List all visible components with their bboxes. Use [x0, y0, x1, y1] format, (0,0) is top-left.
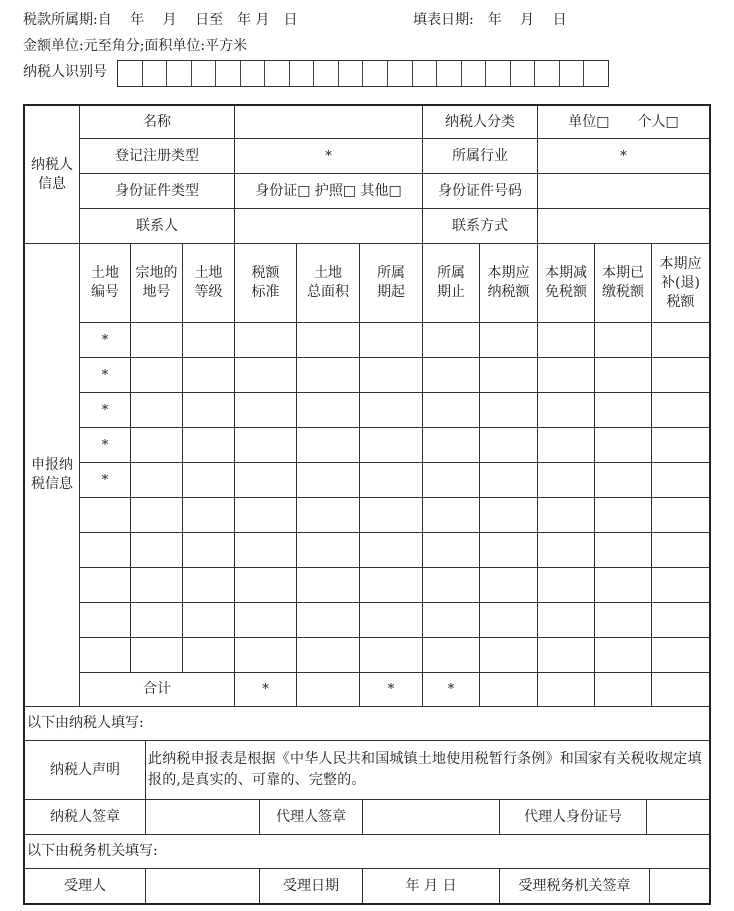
data-cell[interactable]: [235, 323, 297, 358]
column-header-text: 所属 期止: [437, 265, 465, 300]
data-cell[interactable]: [423, 323, 480, 358]
column-header: [80, 244, 131, 323]
column-header: [297, 244, 360, 323]
data-cell[interactable]: [652, 603, 709, 638]
total-cell-text: *: [447, 682, 455, 697]
data-cell[interactable]: [297, 638, 360, 673]
industry-field-text: *: [620, 148, 627, 164]
column-header-text: 土地 编号: [91, 265, 119, 300]
data-cell[interactable]: [423, 603, 480, 638]
data-cell[interactable]: [360, 428, 423, 463]
agent-signature-label: [260, 800, 363, 835]
data-cell[interactable]: [235, 393, 297, 428]
office-seal-label-text: 受理税务机关签章: [518, 877, 631, 894]
data-cell[interactable]: [131, 393, 183, 428]
data-cell[interactable]: [423, 463, 480, 498]
data-cell[interactable]: [595, 533, 652, 568]
taxpayer-id-digit-box[interactable]: [118, 61, 143, 86]
fill-date-line: 填表日期: 年 月 日: [413, 12, 567, 28]
total-cell[interactable]: [595, 673, 652, 707]
contact-method-field[interactable]: [538, 209, 709, 244]
data-cell[interactable]: [80, 568, 131, 603]
total-label-text: 合计: [143, 681, 171, 697]
taxpayer-category-options-text: 单位□ 个人□: [568, 113, 679, 130]
data-cell[interactable]: [235, 463, 297, 498]
taxpayer-id-digit-box[interactable]: [290, 61, 315, 86]
data-cell[interactable]: [538, 568, 595, 603]
tax-office-fill-title-text: 以下由税务机关填写:: [27, 843, 158, 859]
id-number-field[interactable]: [538, 174, 709, 209]
data-cell[interactable]: [235, 638, 297, 673]
taxpayer-id-digit-box[interactable]: [437, 61, 462, 86]
data-cell[interactable]: [652, 323, 709, 358]
taxpayer-fill-title: [25, 707, 709, 741]
industry-label: [423, 139, 538, 174]
taxpayer-id-digit-box[interactable]: [535, 61, 560, 86]
data-cell-text: *: [101, 472, 109, 488]
data-cell[interactable]: [480, 638, 538, 673]
column-header: [423, 244, 480, 323]
data-cell[interactable]: [80, 428, 131, 463]
registration-type-label: [80, 139, 235, 174]
data-cell[interactable]: [538, 323, 595, 358]
data-cell[interactable]: [183, 498, 235, 533]
taxpayer-id-digit-box[interactable]: [192, 61, 217, 86]
data-cell[interactable]: [80, 358, 131, 393]
total-cell[interactable]: [297, 673, 360, 707]
data-cell[interactable]: [423, 568, 480, 603]
receiver-field[interactable]: [146, 869, 260, 903]
data-cell-text: *: [101, 402, 109, 418]
tax-period-line: 税款所属期:自 年 月 日至 年 月 日: [23, 12, 298, 28]
industry-label-text: 所属行业: [452, 147, 508, 164]
column-header-text: 土地 等级: [194, 265, 223, 300]
data-cell[interactable]: [131, 533, 183, 568]
data-cell[interactable]: [183, 428, 235, 463]
id-number-label-text: 身份证件号码: [438, 182, 522, 199]
name-label-text: 名称: [143, 113, 171, 130]
taxpayer-id-digit-box[interactable]: [241, 61, 266, 86]
taxpayer-id-digit-box[interactable]: [143, 61, 168, 86]
data-cell[interactable]: [595, 428, 652, 463]
receiver-label: [25, 869, 146, 903]
data-cell[interactable]: [131, 323, 183, 358]
data-cell[interactable]: [538, 428, 595, 463]
column-header: [652, 244, 709, 323]
receive-date-field-text: 年 月 日: [405, 877, 457, 894]
data-cell[interactable]: [423, 638, 480, 673]
data-cell[interactable]: [183, 533, 235, 568]
data-cell[interactable]: [297, 603, 360, 638]
column-header: [235, 244, 297, 323]
data-cell-text: *: [101, 367, 109, 383]
data-cell[interactable]: [80, 498, 131, 533]
column-header-text: 所属 期起: [377, 265, 405, 300]
data-cell[interactable]: [235, 603, 297, 638]
agent-id-label-text: 代理人身份证号: [524, 808, 622, 825]
data-cell[interactable]: [80, 323, 131, 358]
name-field[interactable]: [235, 106, 423, 139]
taxpayer-info-section-label: [25, 106, 80, 244]
data-cell[interactable]: [297, 498, 360, 533]
taxpayer-category-label: [423, 106, 538, 139]
declaration-section-label: [25, 244, 80, 707]
taxpayer-id-digit-box[interactable]: [388, 61, 413, 86]
data-cell[interactable]: [538, 498, 595, 533]
total-cell[interactable]: [360, 673, 423, 707]
taxpayer-fill-title-text: 以下由纳税人填写:: [27, 715, 144, 731]
total-cell[interactable]: [423, 673, 480, 707]
receive-date-field[interactable]: [363, 869, 500, 903]
data-cell[interactable]: [131, 463, 183, 498]
id-type-options[interactable]: [235, 174, 423, 209]
taxpayer-id-digit-box[interactable]: [486, 61, 511, 86]
taxpayer-id-digit-box[interactable]: [511, 61, 536, 86]
column-header: [595, 244, 652, 323]
taxpayer-id-digit-box[interactable]: [413, 61, 438, 86]
taxpayer-category-label-text: 纳税人分类: [445, 113, 515, 130]
data-cell[interactable]: [423, 533, 480, 568]
data-cell[interactable]: [183, 323, 235, 358]
taxpayer-id-digit-box[interactable]: [584, 61, 608, 86]
total-label: [80, 673, 235, 707]
data-cell[interactable]: [80, 533, 131, 568]
data-cell[interactable]: [235, 533, 297, 568]
data-cell[interactable]: [360, 568, 423, 603]
data-cell[interactable]: [360, 498, 423, 533]
data-cell[interactable]: [480, 568, 538, 603]
column-header: [480, 244, 538, 323]
taxpayer-id-label: 纳税人识别号: [23, 64, 107, 80]
data-cell[interactable]: [360, 533, 423, 568]
column-header-text: 宗地的 地号: [135, 265, 178, 300]
data-cell[interactable]: [297, 393, 360, 428]
data-cell[interactable]: [652, 463, 709, 498]
data-cell[interactable]: [652, 533, 709, 568]
data-cell[interactable]: [652, 393, 709, 428]
data-cell[interactable]: [480, 603, 538, 638]
data-cell[interactable]: [235, 498, 297, 533]
total-cell[interactable]: [538, 673, 595, 707]
data-cell[interactable]: [595, 323, 652, 358]
statement-text-text: 此纳税申报表是根据《中华人民共和国城镇土地使用税暂行条例》和国家有关税收规定填报的,是真实的、可靠的、完整的。: [148, 751, 702, 788]
data-cell[interactable]: [423, 428, 480, 463]
agent-id-field[interactable]: [647, 800, 709, 835]
registration-type-field-text: *: [325, 148, 332, 164]
data-cell[interactable]: [480, 498, 538, 533]
contact-field[interactable]: [235, 209, 423, 244]
data-cell[interactable]: [183, 603, 235, 638]
data-cell[interactable]: [183, 393, 235, 428]
data-cell[interactable]: [480, 358, 538, 393]
contact-label: [80, 209, 235, 244]
taxpayer-id-digit-box[interactable]: [462, 61, 487, 86]
data-cell[interactable]: [480, 428, 538, 463]
data-cell[interactable]: [131, 358, 183, 393]
declaration-section-label-text: 申报纳 税信息: [31, 457, 73, 492]
registration-type-label-text: 登记注册类型: [115, 147, 199, 164]
taxpayer-id-digit-box[interactable]: [265, 61, 290, 86]
data-cell[interactable]: [423, 498, 480, 533]
data-cell[interactable]: [652, 568, 709, 603]
receiver-label-text: 受理人: [64, 877, 106, 894]
data-cell[interactable]: [480, 533, 538, 568]
office-seal-field[interactable]: [650, 869, 709, 903]
agent-signature-field[interactable]: [363, 800, 500, 835]
data-cell[interactable]: [131, 638, 183, 673]
data-cell[interactable]: [297, 568, 360, 603]
data-cell[interactable]: [297, 463, 360, 498]
data-cell[interactable]: [80, 393, 131, 428]
unit-line: 金额单位:元至角分;面积单位:平方米: [23, 38, 248, 54]
taxpayer-category-options[interactable]: [538, 106, 709, 139]
data-cell[interactable]: [80, 463, 131, 498]
registration-type-field[interactable]: [235, 139, 423, 174]
data-cell[interactable]: [80, 638, 131, 673]
data-cell[interactable]: [538, 358, 595, 393]
receive-date-label-text: 受理日期: [283, 877, 339, 894]
taxpayer-id-digit-box[interactable]: [339, 61, 364, 86]
agent-id-label: [500, 800, 647, 835]
id-type-label: [80, 174, 235, 209]
column-header: [538, 244, 595, 323]
data-cell[interactable]: [131, 603, 183, 638]
data-cell[interactable]: [360, 638, 423, 673]
data-cell[interactable]: [360, 323, 423, 358]
data-cell[interactable]: [131, 568, 183, 603]
taxpayer-id-boxes[interactable]: [117, 60, 609, 87]
column-header-text: 土地 总面积: [307, 265, 349, 300]
taxpayer-id-digit-box[interactable]: [216, 61, 241, 86]
column-header: [131, 244, 183, 323]
data-cell[interactable]: [595, 603, 652, 638]
data-cell[interactable]: [538, 638, 595, 673]
tax-office-fill-title: [25, 835, 709, 869]
data-cell[interactable]: [297, 323, 360, 358]
data-cell[interactable]: [595, 393, 652, 428]
taxpayer-id-digit-box[interactable]: [167, 61, 192, 86]
agent-signature-label-text: 代理人签章: [276, 808, 346, 825]
data-cell[interactable]: [538, 533, 595, 568]
total-cell-text: *: [387, 682, 395, 697]
taxpayer-signature-label-text: 纳税人签章: [50, 808, 120, 825]
contact-method-label: [423, 209, 538, 244]
data-cell[interactable]: [297, 533, 360, 568]
receive-date-label: [260, 869, 363, 903]
column-header: [183, 244, 235, 323]
taxpayer-id-digit-box[interactable]: [314, 61, 339, 86]
data-cell[interactable]: [183, 358, 235, 393]
data-cell[interactable]: [360, 603, 423, 638]
industry-field[interactable]: [538, 139, 709, 174]
column-header-text: 本期减 免税额: [545, 265, 587, 300]
data-cell[interactable]: [595, 498, 652, 533]
taxpayer-signature-label: [25, 800, 146, 835]
column-header-text: 税额 标准: [251, 265, 280, 300]
data-cell[interactable]: [480, 463, 538, 498]
data-cell[interactable]: [423, 393, 480, 428]
id-type-label-text: 身份证件类型: [115, 182, 199, 199]
data-cell[interactable]: [297, 358, 360, 393]
data-cell[interactable]: [595, 463, 652, 498]
data-cell[interactable]: [538, 603, 595, 638]
taxpayer-id-digit-box[interactable]: [560, 61, 585, 86]
data-cell[interactable]: [538, 393, 595, 428]
taxpayer-id-digit-box[interactable]: [363, 61, 388, 86]
statement-text: [146, 741, 709, 800]
data-cell[interactable]: [480, 323, 538, 358]
data-cell[interactable]: [538, 463, 595, 498]
id-number-label: [423, 174, 538, 209]
data-cell[interactable]: [652, 498, 709, 533]
total-cell[interactable]: [652, 673, 709, 707]
total-cell[interactable]: [480, 673, 538, 707]
data-cell-text: *: [101, 437, 109, 453]
total-cell-text: *: [262, 682, 269, 697]
taxpayer-info-section-label-text: 纳税人 信息: [31, 156, 73, 192]
data-cell[interactable]: [235, 358, 297, 393]
column-header-text: 本期应 纳税额: [487, 265, 530, 300]
data-cell[interactable]: [595, 568, 652, 603]
data-cell[interactable]: [595, 638, 652, 673]
contact-label-text: 联系人: [136, 217, 178, 234]
data-cell[interactable]: [360, 463, 423, 498]
column-header-text: 本期已 缴税额: [602, 265, 644, 300]
data-cell[interactable]: [297, 428, 360, 463]
column-header-text: 本期应 补(退) 税额: [659, 255, 702, 310]
statement-label-text: 纳税人声明: [50, 761, 120, 778]
data-cell[interactable]: [480, 393, 538, 428]
data-cell[interactable]: [360, 393, 423, 428]
statement-label: [25, 741, 146, 800]
data-cell[interactable]: [131, 428, 183, 463]
data-cell[interactable]: [183, 638, 235, 673]
data-cell[interactable]: [652, 638, 709, 673]
id-type-options-text: 身份证□ 护照□ 其他□: [255, 182, 402, 199]
data-cell[interactable]: [183, 568, 235, 603]
contact-method-label-text: 联系方式: [452, 217, 508, 234]
data-cell[interactable]: [235, 428, 297, 463]
data-cell[interactable]: [652, 428, 709, 463]
data-cell[interactable]: [131, 498, 183, 533]
taxpayer-signature-field[interactable]: [146, 800, 260, 835]
name-label: [80, 106, 235, 139]
data-cell[interactable]: [235, 568, 297, 603]
data-cell[interactable]: [183, 463, 235, 498]
data-cell[interactable]: [80, 603, 131, 638]
tax-return-table: [23, 104, 711, 905]
column-header: [360, 244, 423, 323]
office-seal-label: [500, 869, 650, 903]
data-cell[interactable]: [595, 358, 652, 393]
data-cell[interactable]: [360, 358, 423, 393]
data-cell[interactable]: [423, 358, 480, 393]
data-cell-text: *: [101, 332, 109, 348]
data-cell[interactable]: [652, 358, 709, 393]
total-cell[interactable]: [235, 673, 297, 707]
